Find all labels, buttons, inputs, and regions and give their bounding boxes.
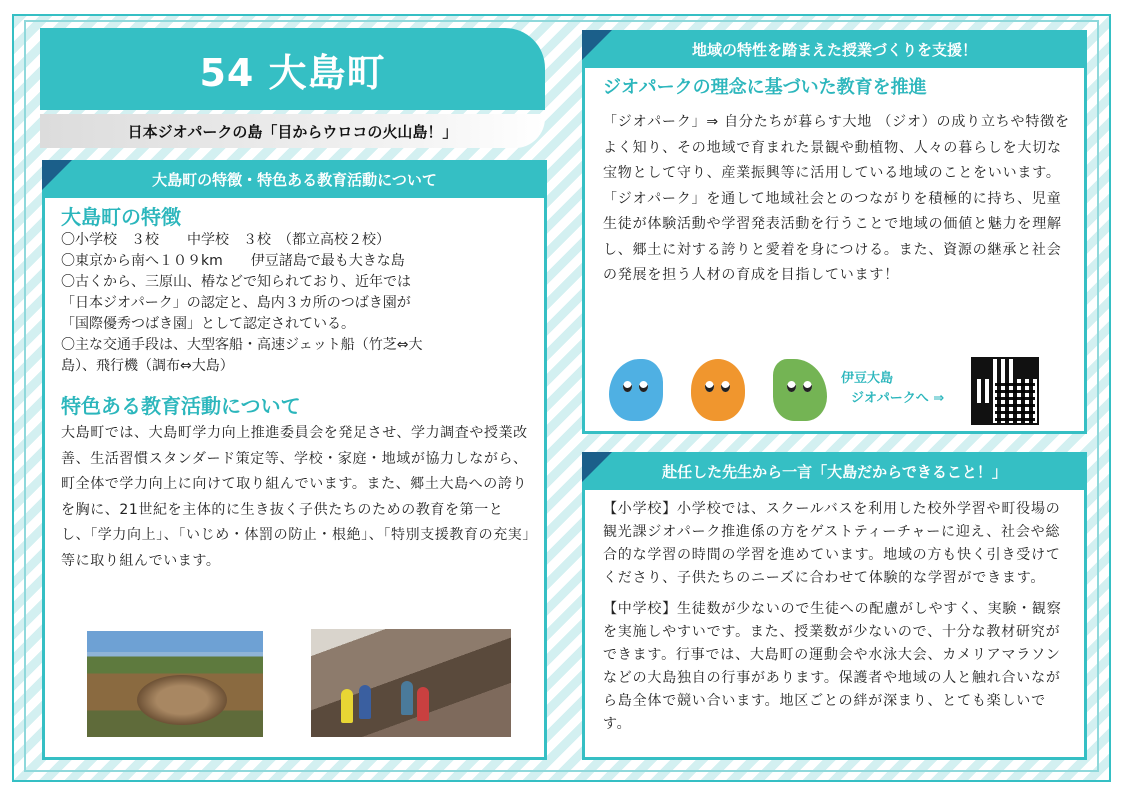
feature-line: 〇小学校 ３校 中学校 ３校 （都立高校２校） bbox=[61, 232, 390, 248]
corner-accent bbox=[42, 160, 72, 190]
crater-photo bbox=[87, 631, 263, 737]
education-title: 特色ある教育活動について bbox=[61, 394, 301, 418]
mascot-orange-icon bbox=[691, 359, 745, 421]
teacher-voice-header bbox=[582, 452, 1087, 490]
mascot-blue-icon bbox=[609, 359, 663, 421]
teacher-voice-panel bbox=[582, 452, 1087, 760]
mascot-green-icon bbox=[773, 359, 827, 421]
feature-line: 「日本ジオパーク」の認定と、島内３カ所のつばき園が bbox=[61, 295, 411, 311]
qr-code[interactable] bbox=[973, 359, 1037, 423]
photo-row bbox=[87, 629, 507, 739]
field-trip-photo bbox=[311, 629, 511, 737]
feature-line: 〇東京から南へ１０９km 伊豆諸島で最も大きな島 bbox=[61, 253, 405, 269]
geopark-paragraph-1: 「ジオパーク」⇒ 自分たちが暮らす大地 （ジオ）の成り立ちや特徴をよく知り、その地域で育まれた景観や動植物、人々の暮らしを大切な宝物として守り、産業振興等に活用している地域のことをいいます。 bbox=[603, 114, 1070, 181]
education-text: 大島町では、大島町学力向上推進委員会を発足させ、学力調査や授業改善、生活習慣スタンダード策定等、学校・家庭・地域が協力しながら、町全体で学力向上に向けて取り組んでいます。また、郷土大島への誇りを胸に、21世紀を主体的に生き抜く子供たちのための教育を第一とし、「学力向上」、「いじめ・体罰の防止・根絶」、「特別支援教育の充実」等に取り組んでいます。 bbox=[61, 425, 530, 569]
feature-line: 「国際優秀つばき園」として認定されている。 bbox=[61, 316, 355, 332]
geopark-panel-header-text: 地域の特性を踏まえた授業づくりを支援！ bbox=[691, 40, 977, 59]
geopark-link-line1: 伊豆大島 bbox=[841, 371, 894, 386]
geopark-title: ジオパークの理念に基づいた教育を推進 bbox=[603, 77, 927, 98]
geopark-link[interactable] bbox=[841, 369, 944, 409]
subtitle-bar: 日本ジオパークの島「目からウロコの火山島！」 bbox=[40, 114, 545, 148]
feature-line: 〇主な交通手段は、大型客船・高速ジェット船（竹芝⇔大 bbox=[61, 337, 423, 353]
geopark-panel-header bbox=[582, 30, 1087, 68]
features-panel-header-text: 大島町の特徴・特色ある教育活動について bbox=[152, 170, 437, 189]
feature-line: 島）、飛行機（調布⇔大島） bbox=[61, 358, 234, 374]
junior-high-comment: 【中学校】生徒数が少ないので生徒への配慮がしやすく、実験・観察を実施しやすいです。また、授業数が少ないので、十分な教材研究ができます。行事では、大島町の運動会や水泳大会、カメリアマラソンなどの大島独自の行事があります。保護者や地域の人と触れ合いながら島全体で競い合います。地区ごとの絆が深まり、とても楽しいです。 bbox=[603, 601, 1062, 732]
features-panel-header bbox=[42, 160, 547, 198]
features-list bbox=[61, 230, 530, 377]
feature-line: 〇古くから、三原山、椿などで知られており、近年では bbox=[61, 274, 411, 290]
page-title: 54 大島町 bbox=[199, 50, 386, 95]
mascot-row bbox=[609, 359, 1069, 429]
geopark-paragraph-2: 「ジオパーク」を通して地域社会とのつながりを積極的に持ち、児童生徒が体験活動や学習発表活動を行うことで地域の価値と魅力を理解し、郷土に対する誇りと愛着を身につける。また、資源の継承と社会の発展を担う人材の育成を目指しています！ bbox=[603, 190, 1062, 283]
features-title: 大島町の特徴 bbox=[61, 205, 181, 229]
elementary-comment: 【小学校】小学校では、スクールバスを利用した校外学習や町役場の観光課ジオパーク推進係の方をゲストティーチャーに迎え、社会や総合的な学習の時間の学習を進めています。地域の方も快く引き受けてくださり、子供たちのニーズに合わせて体験的な学習ができます。 bbox=[603, 501, 1061, 586]
corner-accent bbox=[582, 452, 612, 482]
geopark-link-line2: ジオパークへ ⇒ bbox=[851, 391, 945, 406]
title-tab bbox=[40, 28, 545, 110]
features-panel bbox=[42, 160, 547, 760]
geopark-panel bbox=[582, 30, 1087, 434]
teacher-voice-header-text: 赴任した先生から一言「大島だからできること！」 bbox=[662, 462, 1007, 481]
corner-accent bbox=[582, 30, 612, 60]
